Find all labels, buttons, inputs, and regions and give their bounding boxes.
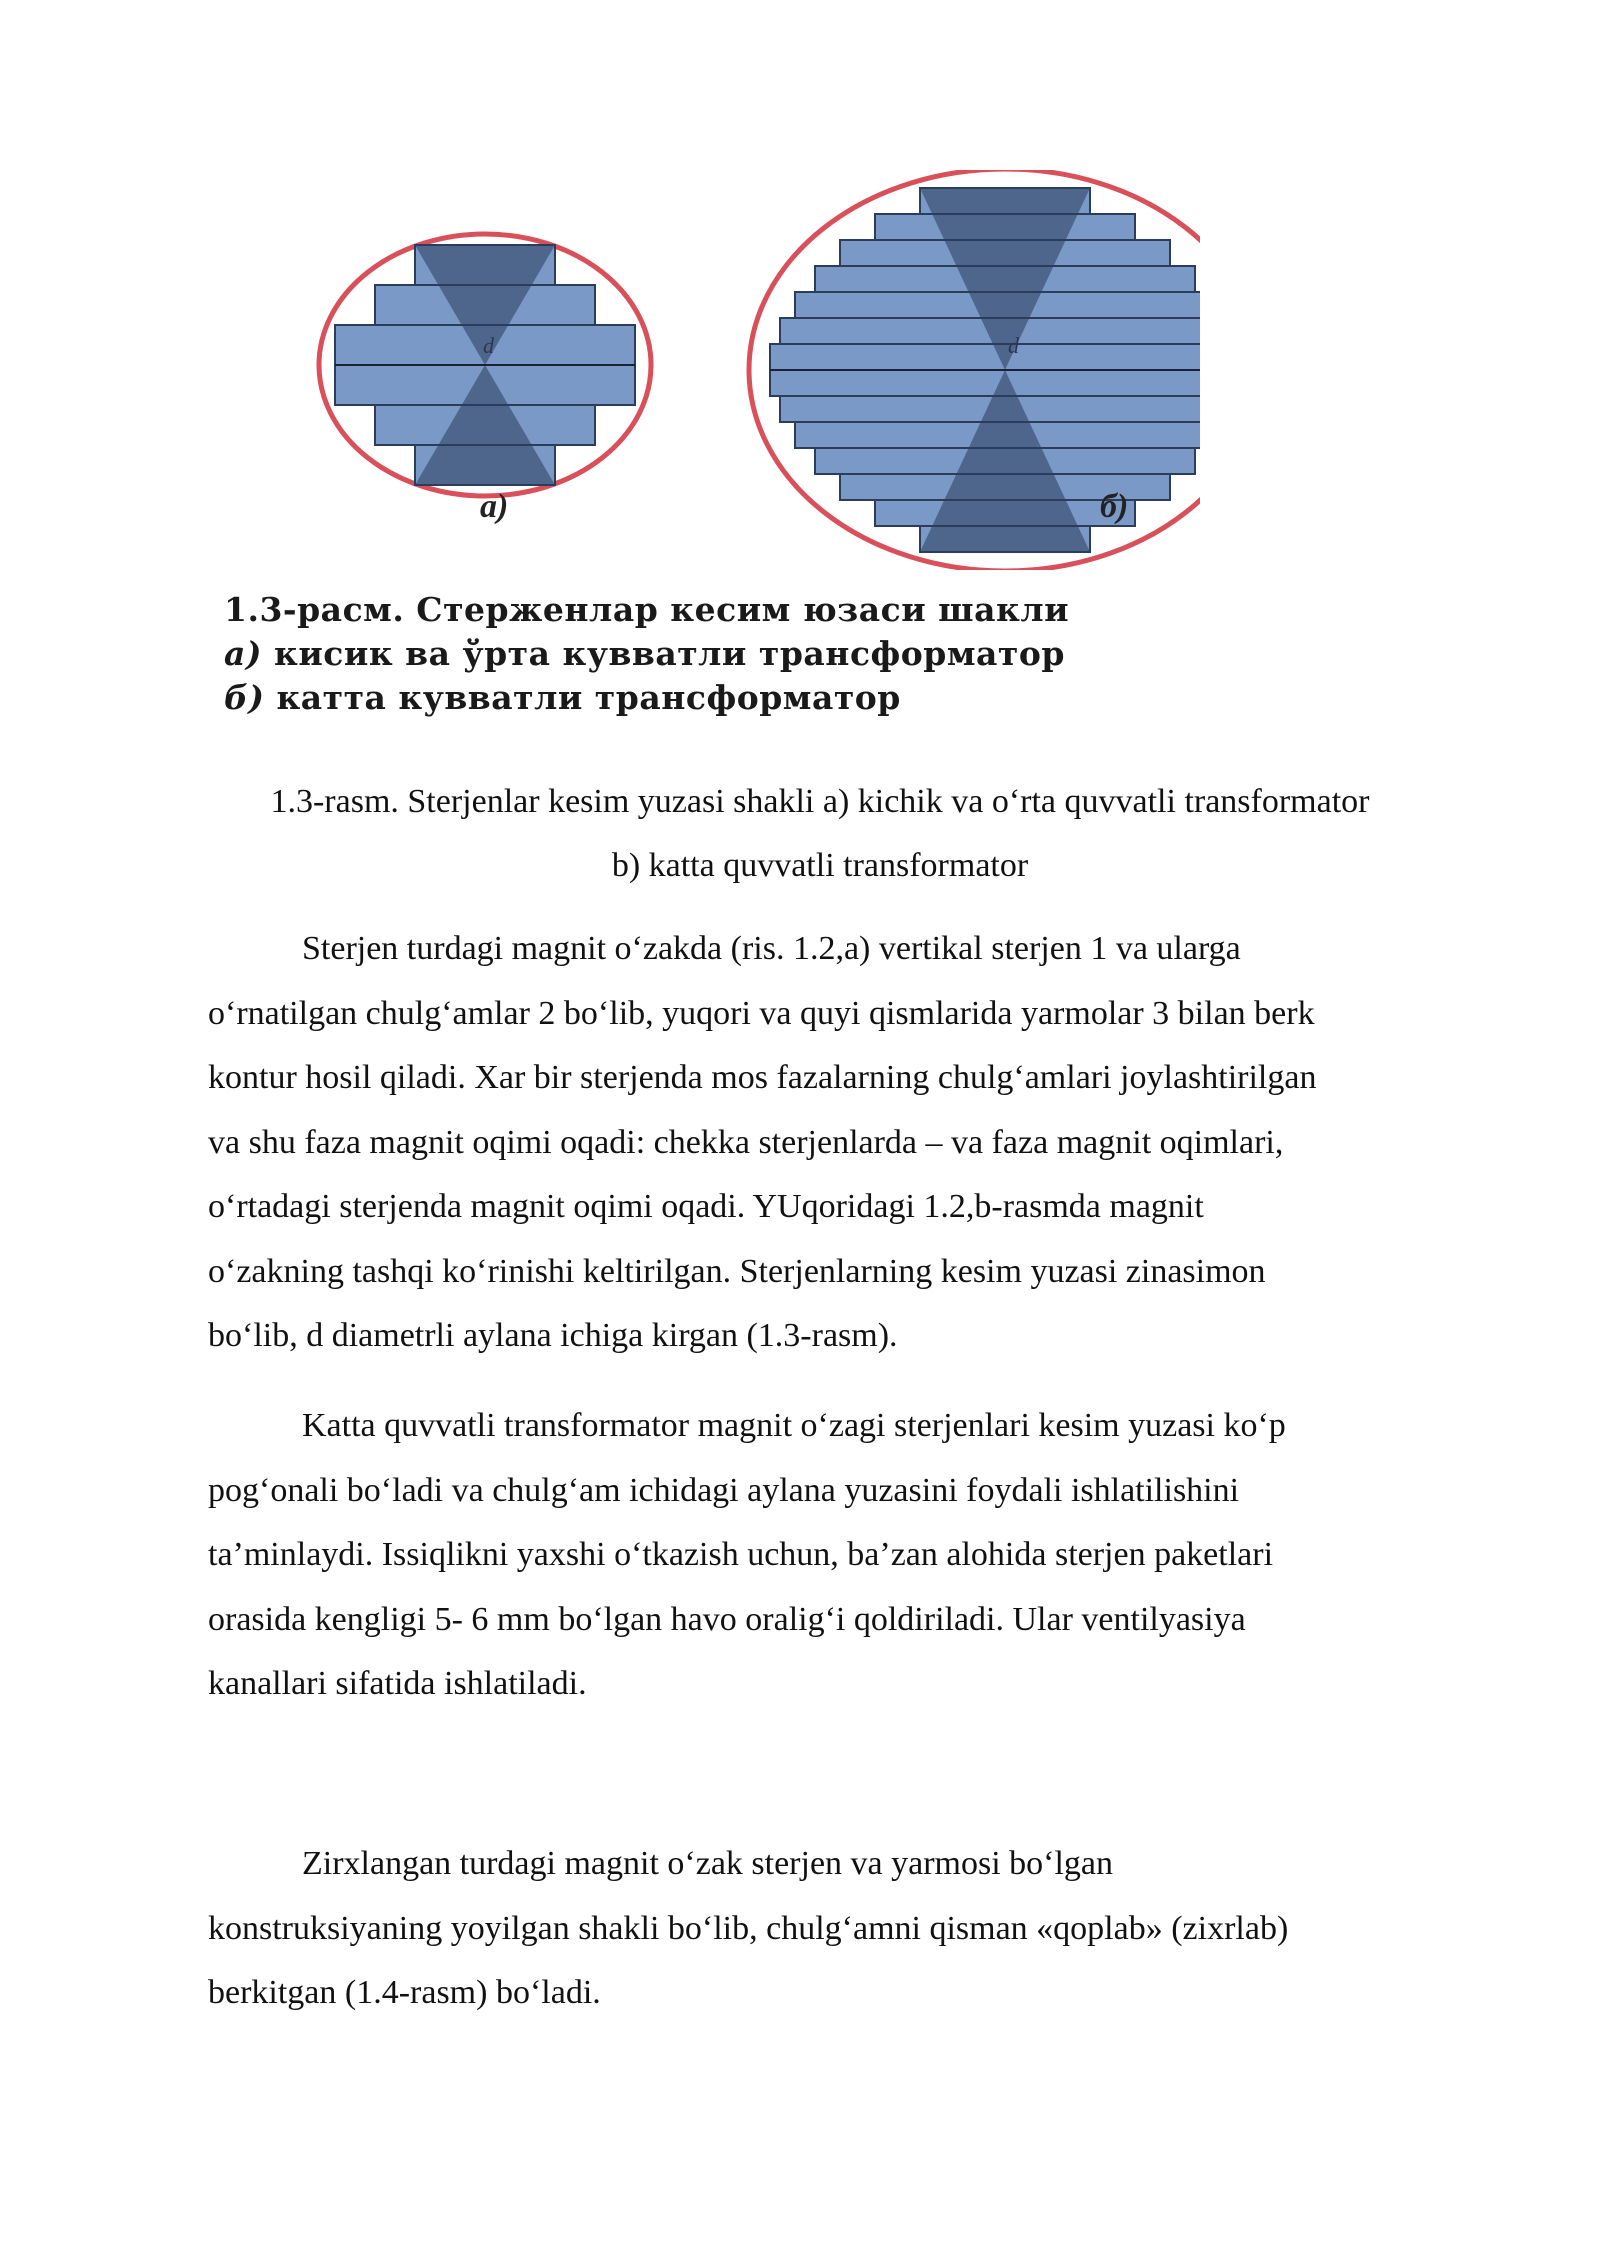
paragraph-line: ta’minlaydi. Issiqlikni yaxshi o‘tkazish uchun, ba’zan alohida sterjen paketlari	[208, 1536, 1274, 1573]
paragraph-line: pog‘onali bo‘ladi va chulg‘am ichidagi aylana yuzasini foydali ishlatilishini	[208, 1471, 1240, 1509]
paragraph-3	[208, 1832, 1448, 2026]
large-core-section	[749, 170, 1200, 570]
paragraph-line: o‘rtadagi sterjenda magnit oqimi oqadi. YUqoridagi 1.2,b-rasmda magnit	[208, 1188, 1204, 1225]
cyrillic-caption-text-a: кисик ва ўрта кувватли трансформатор	[262, 634, 1065, 673]
paragraph-line: Zirxlangan turdagi magnit o‘zak sterjen va yarmosi bo‘lgan	[302, 1845, 1114, 1882]
figure-label-b: б)	[1100, 488, 1129, 525]
paragraph-line: Sterjen turdagi magnit o‘zakda (ris. 1.2,a) vertikal sterjen 1 va ularga	[302, 930, 1241, 967]
figure-label-a: а)	[480, 488, 509, 525]
cyrillic-caption-text-b: катта кувватли трансформатор	[264, 678, 901, 717]
figure-caption	[200, 770, 1440, 898]
paragraph-line: o‘zakning tashqi ko‘rinishi keltirilgan. Sterjenlarning kesim yuzasi zinasimon	[208, 1252, 1266, 1290]
cyrillic-caption-marker-a: а)	[224, 634, 262, 673]
paragraph-line: o‘rnatilgan chulg‘amlar 2 bo‘lib, yuqori va quyi qismlarida yarmolar 3 bilan berk	[208, 994, 1315, 1032]
paragraph-line: bo‘lib, d diametrli aylana ichiga kirgan (1.3-rasm).	[208, 1317, 898, 1354]
large-section-step	[770, 370, 1200, 396]
cyrillic-caption-line-1: 1.3-расм. Стерженлар кесим юзаси шакли	[224, 590, 1070, 629]
paragraph-line: berkitgan (1.4-rasm) bo‘ladi.	[208, 1974, 601, 2011]
cyrillic-caption-line-3	[224, 676, 1224, 720]
large-section-step	[770, 344, 1200, 370]
core-cross-section-figure	[240, 170, 1200, 570]
diameter-label-b: d	[1008, 333, 1019, 358]
paragraph-line: va shu faza magnit oqimi oqadi: chekka sterjenlarda – va faza magnit oqimlari,	[208, 1123, 1284, 1161]
caption-line-2: b) katta quvvatli transformator	[611, 847, 1029, 884]
paragraph-2	[208, 1394, 1448, 1717]
core-cross-section-drawing	[240, 170, 1200, 570]
paragraph-line: kanallari sifatida ishlatiladi.	[208, 1665, 587, 1702]
diameter-label-a: d	[483, 333, 494, 358]
paragraph-line: kontur hosil qiladi. Xar bir sterjenda mos fazalarning chulg‘amlari joylashtirilgan	[208, 1059, 1317, 1096]
cyrillic-caption-marker-b: б)	[224, 678, 265, 717]
paragraph-1	[208, 917, 1448, 1369]
caption-line-1: 1.3-rasm. Sterjenlar kesim yuzasi shakli a) kichik va o‘rta quvvatli transformator	[270, 783, 1370, 820]
paragraph-line: Katta quvvatli transformator magnit o‘zagi sterjenlari kesim yuzasi ko‘p	[302, 1407, 1286, 1444]
small-core-section	[319, 234, 651, 496]
cyrillic-figure-caption	[224, 588, 1224, 720]
paragraph-line: orasida kengligi 5- 6 mm bo‘lgan havo oralig‘i qoldiriladi. Ular ventilyasiya	[208, 1600, 1246, 1638]
cyrillic-caption-line-2	[224, 632, 1224, 676]
paragraph-line: konstruksiyaning yoyilgan shakli bo‘lib, chulg‘amni qisman «qoplab» (zixrlab)	[208, 1909, 1289, 1947]
